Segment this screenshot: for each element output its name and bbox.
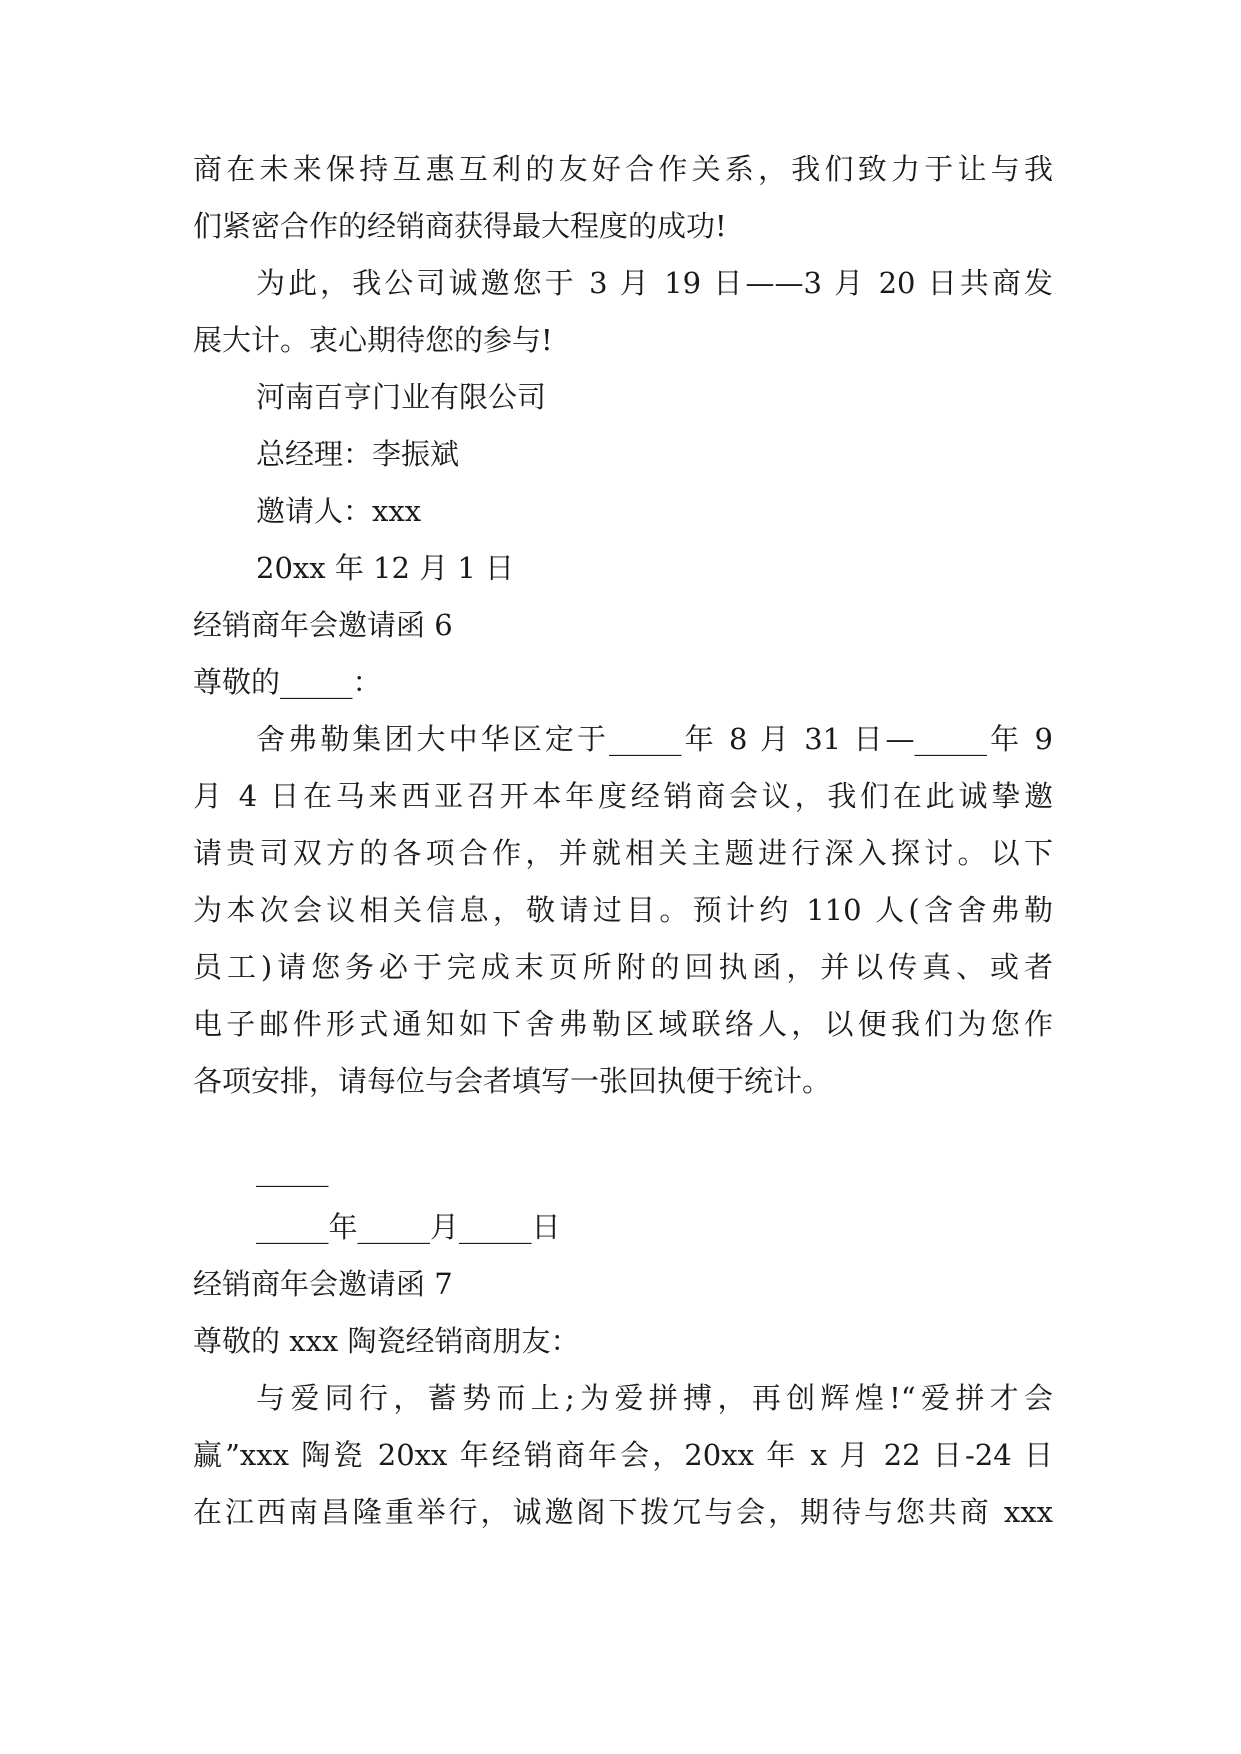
body-line-7: 请贵司双方的各项合作，并就相关主题进行深入探讨。以下 bbox=[193, 836, 1053, 870]
body-line-1: 商在未来保持互惠互利的友好合作关系，我们致力于让与我 bbox=[193, 152, 1053, 186]
salutation-7: 尊敬的 xxx 陶瓷经销商朋友： bbox=[193, 1324, 580, 1358]
section-heading-7: 经销商年会邀请函 7 bbox=[193, 1267, 453, 1301]
body-line-4: 展大计。衷心期待您的参与! bbox=[193, 323, 553, 357]
body-line-11: 各项安排，请每位与会者填写一张回执便于统计。 bbox=[193, 1064, 832, 1098]
body-line-10: 电子邮件形式通知如下舍弗勒区域联络人，以便我们为您作 bbox=[193, 1007, 1053, 1041]
body-line-9: 员工)请您务必于完成末页所附的回执函，并以传真、或者 bbox=[193, 950, 1053, 984]
body-line-12: 与爱同行，蓄势而上;为爱拼搏，再创辉煌!“爱拼才会 bbox=[256, 1381, 1053, 1415]
section-heading-6: 经销商年会邀请函 6 bbox=[193, 608, 453, 642]
company-name: 河南百亨门业有限公司 bbox=[256, 380, 547, 414]
signature-date: 20xx 年 12 月 1 日 bbox=[256, 551, 515, 585]
body-line-3: 为此，我公司诚邀您于 3 月 19 日——3 月 20 日共商发 bbox=[256, 266, 1053, 300]
body-line-13: 赢”xxx 陶瓷 20xx 年经销商年会，20xx 年 x 月 22 日-24 日 bbox=[193, 1438, 1053, 1472]
blank-signature-line: _____ bbox=[256, 1153, 329, 1187]
body-line-2: 们紧密合作的经销商获得最大程度的成功! bbox=[193, 209, 727, 243]
general-manager: 总经理：李振斌 bbox=[256, 437, 460, 471]
inviter: 邀请人：xxx bbox=[256, 494, 422, 528]
body-line-8: 为本次会议相关信息，敬请过目。预计约 110 人(含舍弗勒 bbox=[193, 893, 1053, 927]
blank-date-line: _____年_____月_____日 bbox=[256, 1210, 561, 1244]
body-line-5: 舍弗勒集团大中华区定于_____年 8 月 31 日—_____年 9 bbox=[256, 722, 1053, 756]
body-line-6: 月 4 日在马来西亚召开本年度经销商会议，我们在此诚挚邀 bbox=[193, 779, 1053, 813]
body-line-14: 在江西南昌隆重举行，诚邀阁下拨冗与会，期待与您共商 xxx bbox=[193, 1495, 1053, 1529]
salutation-6: 尊敬的_____： bbox=[193, 665, 382, 699]
